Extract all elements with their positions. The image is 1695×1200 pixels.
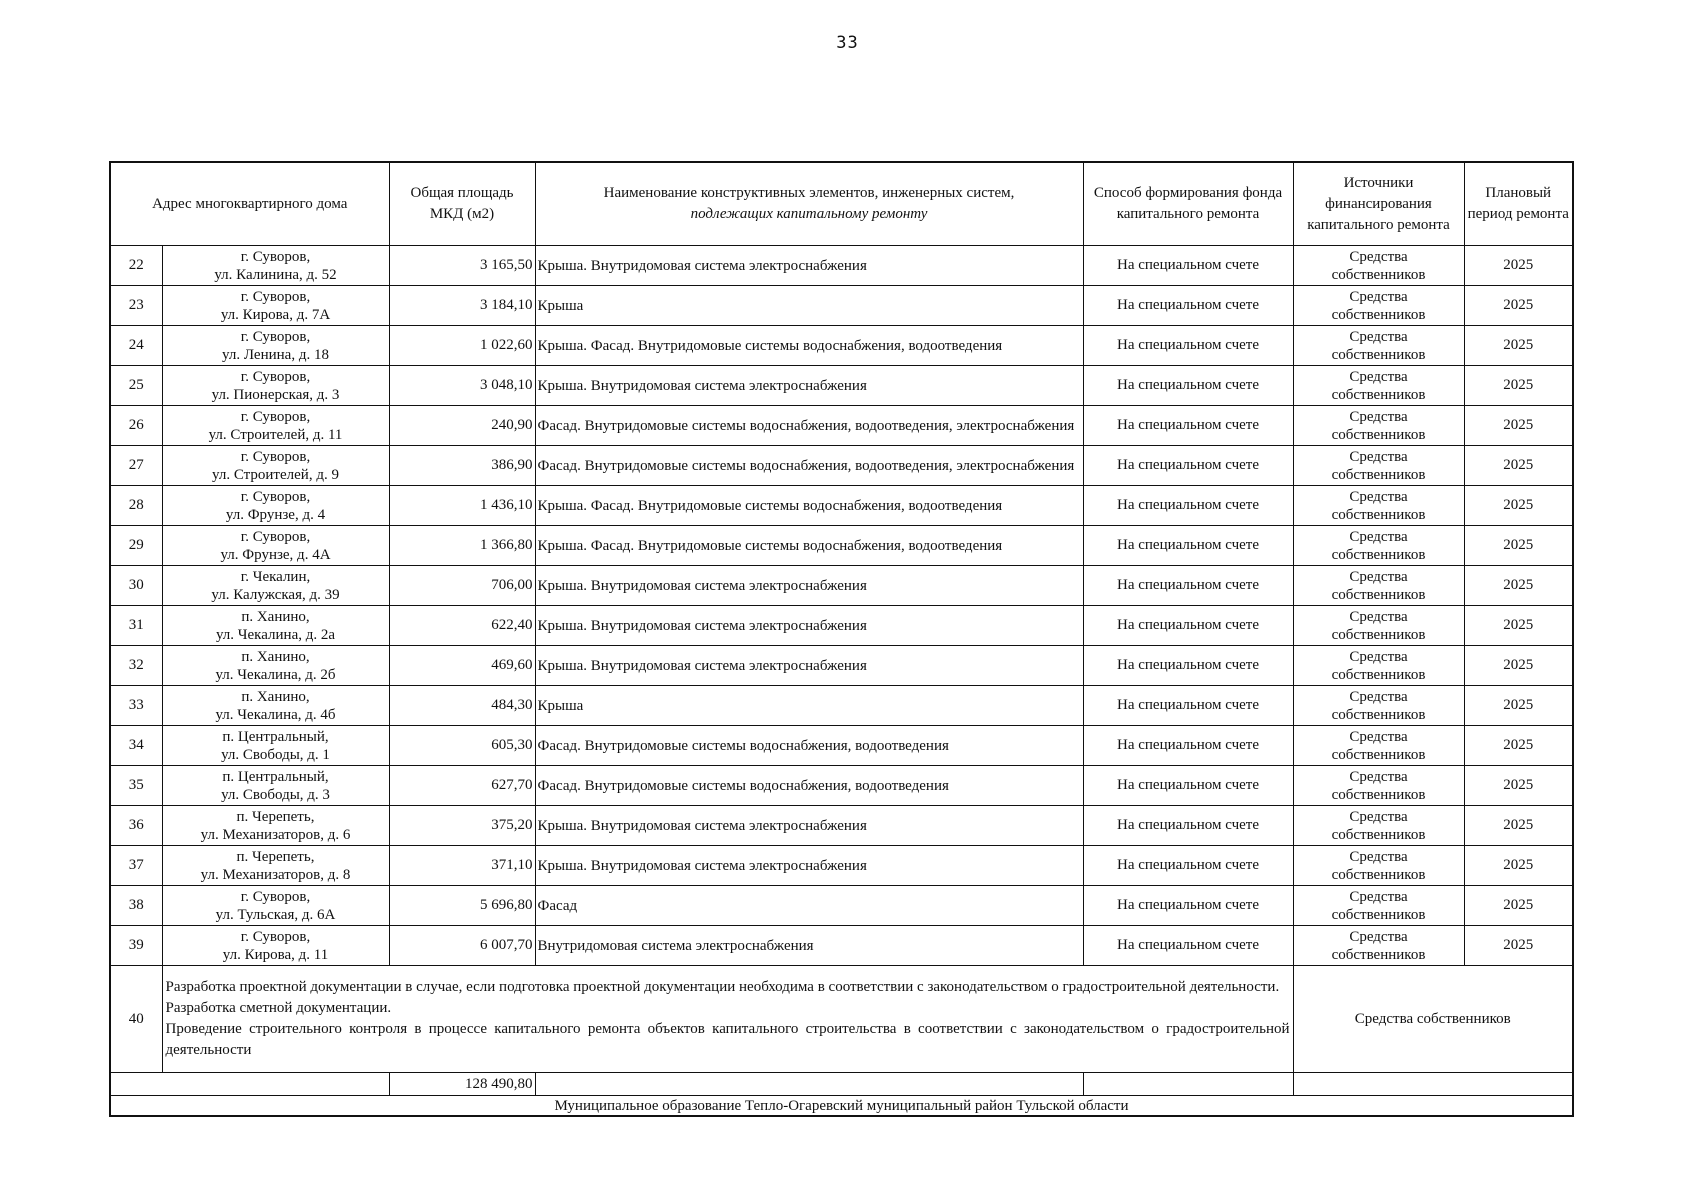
address-locality: п. Ханино,: [241, 688, 310, 705]
address-street: ул. Ленина, д. 18: [222, 346, 329, 363]
row-number: 23: [110, 286, 162, 326]
period-cell: 2025: [1464, 766, 1573, 806]
period-cell: 2025: [1464, 606, 1573, 646]
area-cell: 5 696,80: [389, 886, 535, 926]
source-cell: [1293, 286, 1464, 326]
address-cell: [162, 246, 389, 286]
elements-cell: Крыша: [535, 686, 1083, 726]
source-line2: собственников: [1331, 546, 1426, 563]
source-cell: [1293, 646, 1464, 686]
source-cell: [1293, 366, 1464, 406]
table-header-row: [110, 162, 1573, 246]
table-row-40: [110, 966, 1573, 1073]
method-cell: На специальном счете: [1083, 366, 1293, 406]
period-cell: 2025: [1464, 806, 1573, 846]
address-street: ул. Пионерская, д. 3: [211, 386, 340, 403]
header-elements: [535, 162, 1083, 246]
address-street: ул. Чекалина, д. 2б: [215, 666, 336, 683]
source-line2: собственников: [1331, 946, 1426, 963]
elements-cell: Внутридомовая система электроснабжения: [535, 926, 1083, 966]
area-cell: 3 165,50: [389, 246, 535, 286]
source-cell: [1293, 806, 1464, 846]
source-cell: [1293, 766, 1464, 806]
table-row: [110, 766, 1573, 806]
address-street: ул. Чекалина, д. 4б: [215, 706, 336, 723]
elements-cell: Крыша. Внутридомовая система электроснабжения: [535, 566, 1083, 606]
total-empty-elements: [535, 1073, 1083, 1096]
source-cell: [1293, 846, 1464, 886]
address-street: ул. Тульская, д. 6А: [215, 906, 336, 923]
source-line1: Средства: [1349, 568, 1408, 585]
total-area: 128 490,80: [389, 1073, 535, 1096]
source-line1: Средства: [1349, 688, 1408, 705]
elements-cell: Фасад. Внутридомовые системы водоснабжения, водоотведения, электроснабжения: [535, 446, 1083, 486]
table-row: [110, 926, 1573, 966]
row-number: 28: [110, 486, 162, 526]
method-cell: На специальном счете: [1083, 486, 1293, 526]
address-cell: [162, 446, 389, 486]
source-line2: собственников: [1331, 466, 1426, 483]
address-cell: [162, 726, 389, 766]
period-cell: 2025: [1464, 406, 1573, 446]
source-line1: Средства: [1349, 768, 1408, 785]
area-cell: 627,70: [389, 766, 535, 806]
address-locality: г. Суворов,: [240, 888, 311, 905]
address-locality: г. Суворов,: [240, 528, 311, 545]
row40-text-estimate: Разработка сметной документации.: [165, 1000, 392, 1016]
address-locality: п. Центральный,: [222, 768, 329, 785]
row-number: 22: [110, 246, 162, 286]
row-number: 32: [110, 646, 162, 686]
table-row: [110, 606, 1573, 646]
source-line2: собственников: [1331, 746, 1426, 763]
address-locality: г. Суворов,: [240, 488, 311, 505]
elements-cell: Крыша. Внутридомовая система электроснабжения: [535, 806, 1083, 846]
elements-cell: Крыша. Внутридомовая система электроснабжения: [535, 366, 1083, 406]
total-empty-source: [1293, 1073, 1573, 1096]
method-cell: На специальном счете: [1083, 326, 1293, 366]
area-cell: 484,30: [389, 686, 535, 726]
period-cell: 2025: [1464, 686, 1573, 726]
source-cell: [1293, 246, 1464, 286]
period-cell: 2025: [1464, 326, 1573, 366]
address-street: ул. Фрунзе, д. 4: [225, 506, 326, 523]
table-row: [110, 566, 1573, 606]
source-line2: собственников: [1331, 506, 1426, 523]
source-line2: собственников: [1331, 906, 1426, 923]
row40-text-design: Разработка проектной документации в случае, если подготовка проектной документации необходима в соответствии с законодательством о градостроительной деятельности.: [165, 979, 1280, 995]
table-row: [110, 446, 1573, 486]
area-cell: 1 436,10: [389, 486, 535, 526]
address-cell: [162, 566, 389, 606]
source-line2: собственников: [1331, 866, 1426, 883]
source-line1: Средства: [1349, 408, 1408, 425]
area-cell: 240,90: [389, 406, 535, 446]
table-row: [110, 326, 1573, 366]
table-row: [110, 686, 1573, 726]
elements-cell: Крыша. Внутридомовая система электроснабжения: [535, 846, 1083, 886]
total-label-empty: [110, 1073, 389, 1096]
address-street: ул. Свободы, д. 3: [221, 786, 330, 803]
elements-cell: Крыша. Фасад. Внутридомовые системы водоснабжения, водоотведения: [535, 526, 1083, 566]
source-cell: [1293, 726, 1464, 766]
elements-cell: Фасад: [535, 886, 1083, 926]
address-street: ул. Строителей, д. 11: [208, 426, 343, 443]
row-number: 40: [110, 966, 162, 1073]
row-number: 25: [110, 366, 162, 406]
source-line1: Средства: [1349, 848, 1408, 865]
address-street: ул. Калужская, д. 39: [211, 586, 340, 603]
source-cell: [1293, 526, 1464, 566]
header-period: Плановый период ремонта: [1464, 162, 1573, 246]
area-cell: 386,90: [389, 446, 535, 486]
area-cell: 622,40: [389, 606, 535, 646]
method-cell: На специальном счете: [1083, 646, 1293, 686]
source-line2: собственников: [1331, 586, 1426, 603]
elements-cell: Крыша. Внутридомовая система электроснабжения: [535, 246, 1083, 286]
method-cell: На специальном счете: [1083, 606, 1293, 646]
source-line1: Средства: [1349, 808, 1408, 825]
area-cell: 6 007,70: [389, 926, 535, 966]
address-cell: [162, 846, 389, 886]
address-cell: [162, 646, 389, 686]
period-cell: 2025: [1464, 846, 1573, 886]
elements-cell: Фасад. Внутридомовые системы водоснабжения, водоотведения: [535, 726, 1083, 766]
address-cell: [162, 886, 389, 926]
address-locality: п. Черепеть,: [236, 848, 315, 865]
repair-plan-table: [109, 161, 1574, 1117]
address-locality: г. Суворов,: [240, 408, 311, 425]
method-cell: На специальном счете: [1083, 566, 1293, 606]
table-row: [110, 646, 1573, 686]
source-cell: [1293, 406, 1464, 446]
elements-cell: Фасад. Внутридомовые системы водоснабжения, водоотведения: [535, 766, 1083, 806]
page-number: 33: [836, 33, 859, 53]
address-street: ул. Строителей, д. 9: [212, 466, 339, 483]
area-cell: 371,10: [389, 846, 535, 886]
row-number: 34: [110, 726, 162, 766]
area-cell: 375,20: [389, 806, 535, 846]
address-cell: [162, 286, 389, 326]
municipality-title: Муниципальное образование Тепло-Огаревский муниципальный район Тульской области: [110, 1096, 1573, 1117]
source-cell: [1293, 886, 1464, 926]
header-method: Способ формирования фонда капитального ремонта: [1083, 162, 1293, 246]
row-number: 33: [110, 686, 162, 726]
source-cell: [1293, 566, 1464, 606]
method-cell: На специальном счете: [1083, 766, 1293, 806]
address-cell: [162, 806, 389, 846]
period-cell: 2025: [1464, 246, 1573, 286]
period-cell: 2025: [1464, 486, 1573, 526]
source-line1: Средства: [1349, 648, 1408, 665]
address-street: ул. Свободы, д. 1: [221, 746, 330, 763]
source-line1: Средства: [1349, 368, 1408, 385]
municipality-row: [110, 1096, 1573, 1117]
source-line1: Средства: [1349, 328, 1408, 345]
address-cell: [162, 526, 389, 566]
source-cell: [1293, 326, 1464, 366]
row-number: 29: [110, 526, 162, 566]
header-elements-line2: подлежащих капитальному ремонту: [690, 206, 928, 222]
row-number: 36: [110, 806, 162, 846]
method-cell: На специальном счете: [1083, 886, 1293, 926]
method-cell: На специальном счете: [1083, 846, 1293, 886]
address-street: ул. Механизаторов, д. 6: [200, 826, 351, 843]
source-cell: [1293, 486, 1464, 526]
source-cell: [1293, 926, 1464, 966]
source-line1: Средства: [1349, 488, 1408, 505]
source-line1: Средства: [1349, 888, 1408, 905]
address-cell: [162, 366, 389, 406]
address-street: ул. Кирова, д. 11: [222, 946, 329, 963]
address-street: ул. Механизаторов, д. 8: [200, 866, 351, 883]
elements-cell: Крыша. Фасад. Внутридомовые системы водоснабжения, водоотведения: [535, 326, 1083, 366]
row40-source: Средства собственников: [1293, 966, 1573, 1073]
area-cell: 3 184,10: [389, 286, 535, 326]
table-row: [110, 406, 1573, 446]
source-line2: собственников: [1331, 266, 1426, 283]
source-cell: [1293, 606, 1464, 646]
source-line1: Средства: [1349, 728, 1408, 745]
source-cell: [1293, 686, 1464, 726]
period-cell: 2025: [1464, 646, 1573, 686]
method-cell: На специальном счете: [1083, 246, 1293, 286]
source-line2: собственников: [1331, 306, 1426, 323]
address-cell: [162, 406, 389, 446]
table-row: [110, 526, 1573, 566]
address-street: ул. Кирова, д. 7А: [220, 306, 331, 323]
period-cell: 2025: [1464, 886, 1573, 926]
area-cell: 706,00: [389, 566, 535, 606]
address-cell: [162, 486, 389, 526]
address-locality: г. Суворов,: [240, 328, 311, 345]
area-cell: 605,30: [389, 726, 535, 766]
row40-description: [162, 966, 1293, 1073]
source-line1: Средства: [1349, 608, 1408, 625]
source-line2: собственников: [1331, 706, 1426, 723]
source-line2: собственников: [1331, 346, 1426, 363]
source-line1: Средства: [1349, 448, 1408, 465]
header-source: Источники финансирования капитального ремонта: [1293, 162, 1464, 246]
row40-text-control: Проведение строительного контроля в процессе капитального ремонта объектов капитального строительства в соответствии с законодательством о градостроительной деятельности: [165, 1021, 1290, 1058]
period-cell: 2025: [1464, 526, 1573, 566]
source-line2: собственников: [1331, 826, 1426, 843]
source-line1: Средства: [1349, 248, 1408, 265]
elements-cell: Крыша: [535, 286, 1083, 326]
address-street: ул. Калинина, д. 52: [214, 266, 337, 283]
address-locality: г. Суворов,: [240, 928, 311, 945]
method-cell: На специальном счете: [1083, 526, 1293, 566]
source-line2: собственников: [1331, 426, 1426, 443]
row-number: 31: [110, 606, 162, 646]
address-locality: п. Черепеть,: [236, 808, 315, 825]
period-cell: 2025: [1464, 286, 1573, 326]
elements-cell: Крыша. Фасад. Внутридомовые системы водоснабжения, водоотведения: [535, 486, 1083, 526]
method-cell: На специальном счете: [1083, 726, 1293, 766]
header-area: Общая площадь МКД (м2): [389, 162, 535, 246]
table-row: [110, 846, 1573, 886]
area-cell: 3 048,10: [389, 366, 535, 406]
source-line1: Средства: [1349, 528, 1408, 545]
source-cell: [1293, 446, 1464, 486]
table-row: [110, 886, 1573, 926]
table-row: [110, 726, 1573, 766]
source-line2: собственников: [1331, 786, 1426, 803]
address-locality: п. Ханино,: [241, 648, 310, 665]
row-number: 38: [110, 886, 162, 926]
source-line2: собственников: [1331, 626, 1426, 643]
total-empty-method: [1083, 1073, 1293, 1096]
source-line2: собственников: [1331, 666, 1426, 683]
method-cell: На специальном счете: [1083, 686, 1293, 726]
area-cell: 1 366,80: [389, 526, 535, 566]
source-line1: Средства: [1349, 288, 1408, 305]
address-locality: п. Центральный,: [222, 728, 329, 745]
address-cell: [162, 766, 389, 806]
table-row: [110, 286, 1573, 326]
elements-cell: Фасад. Внутридомовые системы водоснабжения, водоотведения, электроснабжения: [535, 406, 1083, 446]
table-row: [110, 246, 1573, 286]
area-cell: 469,60: [389, 646, 535, 686]
method-cell: На специальном счете: [1083, 286, 1293, 326]
period-cell: 2025: [1464, 926, 1573, 966]
row-number: 30: [110, 566, 162, 606]
source-line2: собственников: [1331, 386, 1426, 403]
address-locality: г. Чекалин,: [240, 568, 311, 585]
address-locality: г. Суворов,: [240, 448, 311, 465]
period-cell: 2025: [1464, 366, 1573, 406]
address-locality: г. Суворов,: [240, 248, 311, 265]
row-number: 39: [110, 926, 162, 966]
table-row: [110, 366, 1573, 406]
table-row: [110, 806, 1573, 846]
row-number: 37: [110, 846, 162, 886]
address-locality: г. Суворов,: [240, 288, 311, 305]
address-cell: [162, 606, 389, 646]
address-locality: г. Суворов,: [240, 368, 311, 385]
source-line1: Средства: [1349, 928, 1408, 945]
period-cell: 2025: [1464, 446, 1573, 486]
area-cell: 1 022,60: [389, 326, 535, 366]
total-row: [110, 1073, 1573, 1096]
elements-cell: Крыша. Внутридомовая система электроснабжения: [535, 606, 1083, 646]
row-number: 26: [110, 406, 162, 446]
row-number: 35: [110, 766, 162, 806]
period-cell: 2025: [1464, 726, 1573, 766]
header-elements-line1: Наименование конструктивных элементов, инженерных систем,: [603, 185, 1015, 201]
method-cell: На специальном счете: [1083, 806, 1293, 846]
header-address: Адрес многоквартирного дома: [110, 162, 389, 246]
row-number: 24: [110, 326, 162, 366]
row-number: 27: [110, 446, 162, 486]
period-cell: 2025: [1464, 566, 1573, 606]
address-cell: [162, 926, 389, 966]
table-row: [110, 486, 1573, 526]
address-cell: [162, 686, 389, 726]
method-cell: На специальном счете: [1083, 406, 1293, 446]
address-street: ул. Фрунзе, д. 4А: [220, 546, 331, 563]
elements-cell: Крыша. Внутридомовая система электроснабжения: [535, 646, 1083, 686]
method-cell: На специальном счете: [1083, 446, 1293, 486]
address-cell: [162, 326, 389, 366]
address-street: ул. Чекалина, д. 2а: [215, 626, 336, 643]
address-locality: п. Ханино,: [241, 608, 310, 625]
method-cell: На специальном счете: [1083, 926, 1293, 966]
